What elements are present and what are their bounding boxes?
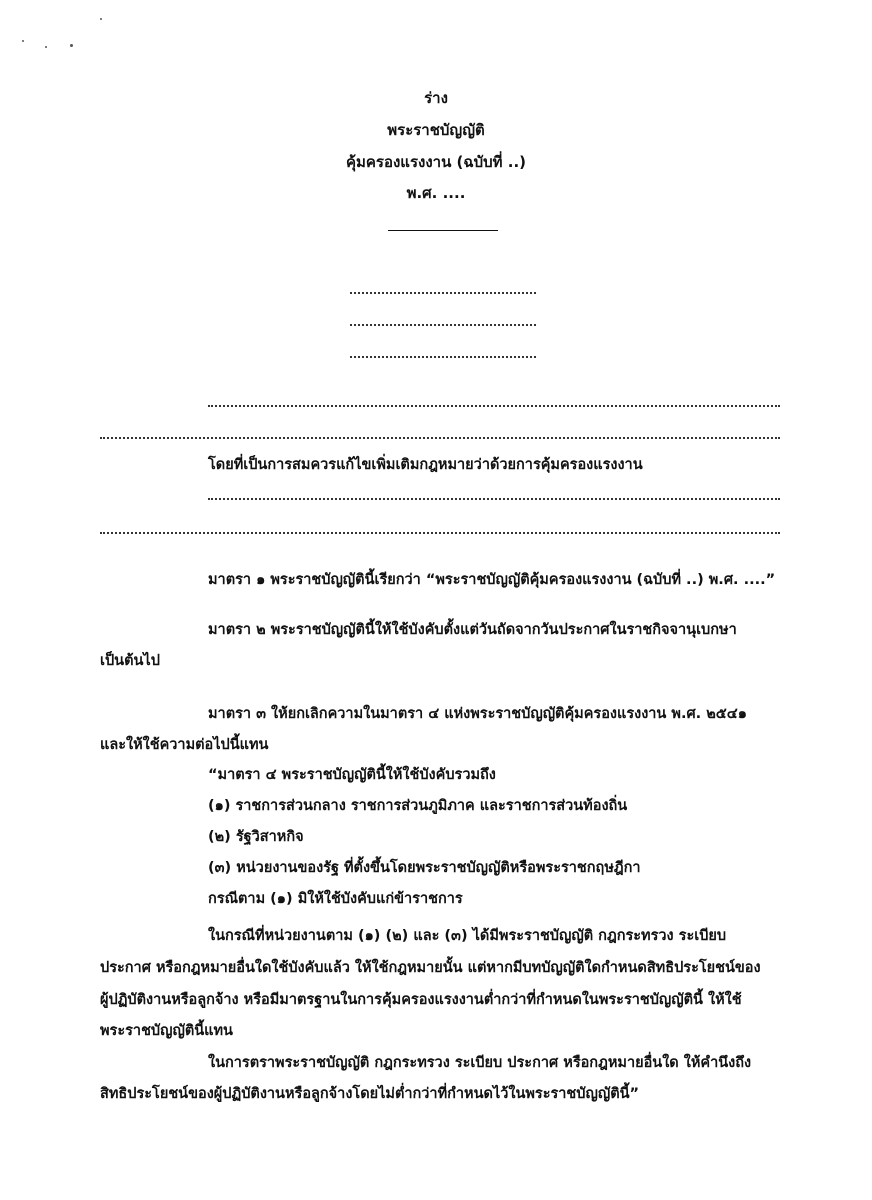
exception-clause: กรณีตาม (๑) มิให้ใช้บังคับแก่ข้าราชการ bbox=[208, 891, 463, 907]
preamble-text: โดยที่เป็นการสมควรแก้ไขเพิ่มเติมกฎหมายว่าด้วยการคุ้มครองแรงงาน bbox=[208, 457, 643, 473]
placeholder-line bbox=[100, 437, 780, 439]
placeholder-line bbox=[350, 356, 536, 358]
list-item-2: (๒) รัฐวิสาหกิจ bbox=[208, 829, 304, 845]
list-item-1: (๑) ราชการส่วนกลาง ราชการส่วนภูมิภาค และราชการส่วนท้องถิ่น bbox=[208, 798, 628, 814]
list-item-3: (๓) หน่วยงานของรัฐ ที่ตั้งขึ้นโดยพระราชบัญญัติหรือพระราชกฤษฎีกา bbox=[208, 860, 641, 876]
paragraph-1-line-2: ประกาศ หรือกฎหมายอื่นใดใช้บังคับแล้ว ให้ใช้กฎหมายนั้น แต่หากมีบทบัญญัติใดกำหนดสิทธิประโยชน์ของ bbox=[100, 960, 761, 976]
placeholder-line bbox=[350, 324, 536, 326]
act-year: พ.ศ. .... bbox=[406, 184, 466, 202]
scan-speck bbox=[22, 40, 24, 42]
draft-label: ร่าง bbox=[424, 89, 448, 107]
paragraph-1-line-3: ผู้ปฏิบัติงานหรือลูกจ้าง หรือมีมาตรฐานในการคุ้มครองแรงงานต่ำกว่าที่กำหนดในพระราชบัญญัตินี้ ให้ใช้ bbox=[100, 992, 742, 1008]
section-2-line-1: มาตรา ๒ พระราชบัญญัตินี้ให้ใช้บังคับตั้งแต่วันถัดจากวันประกาศในราชกิจจานุเบกษา bbox=[208, 622, 737, 638]
scan-speck bbox=[100, 18, 102, 20]
section-1: มาตรา ๑ พระราชบัญญัตินี้เรียกว่า “พระราชบัญญัติคุ้มครองแรงงาน (ฉบับที่ ..) พ.ศ. ....” bbox=[208, 572, 776, 588]
header-divider bbox=[388, 230, 498, 231]
placeholder-line bbox=[350, 292, 536, 294]
section-3-line-1: มาตรา ๓ ให้ยกเลิกความในมาตรา ๔ แห่งพระราชบัญญัติคุ้มครองแรงงาน พ.ศ. ๒๕๔๑ bbox=[208, 706, 747, 722]
paragraph-2-line-2: สิทธิประโยชน์ของผู้ปฏิบัติงานหรือลูกจ้างโดยไม่ต่ำกว่าที่กำหนดไว้ในพระราชบัญญัตินี้” bbox=[100, 1086, 640, 1102]
placeholder-line bbox=[208, 498, 780, 500]
section-3-line-2: และให้ใช้ความต่อไปนี้แทน bbox=[100, 737, 269, 753]
scan-speck bbox=[45, 46, 47, 48]
paragraph-1-line-4: พระราชบัญญัตินี้แทน bbox=[100, 1023, 233, 1039]
paragraph-2-line-1: ในการตราพระราชบัญญัติ กฎกระทรวง ระเบียบ ประกาศ หรือกฎหมายอื่นใด ให้คำนึงถึง bbox=[208, 1055, 752, 1071]
act-name-title: คุ้มครองแรงงาน (ฉบับที่ ..) bbox=[345, 153, 527, 171]
section-2-line-2: เป็นต้นไป bbox=[100, 653, 160, 669]
paragraph-1-line-1: ในกรณีที่หน่วยงานตาม (๑) (๒) และ (๓) ได้มีพระราชบัญญัติ กฎกระทรวง ระเบียบ bbox=[208, 928, 727, 944]
placeholder-line bbox=[100, 532, 780, 534]
placeholder-line bbox=[208, 405, 780, 407]
act-type-title: พระราชบัญญัติ bbox=[387, 121, 485, 139]
section-4-intro: “มาตรา ๔ พระราชบัญญัตินี้ให้ใช้บังคับรวมถึง bbox=[208, 767, 496, 783]
scan-speck bbox=[70, 44, 73, 47]
